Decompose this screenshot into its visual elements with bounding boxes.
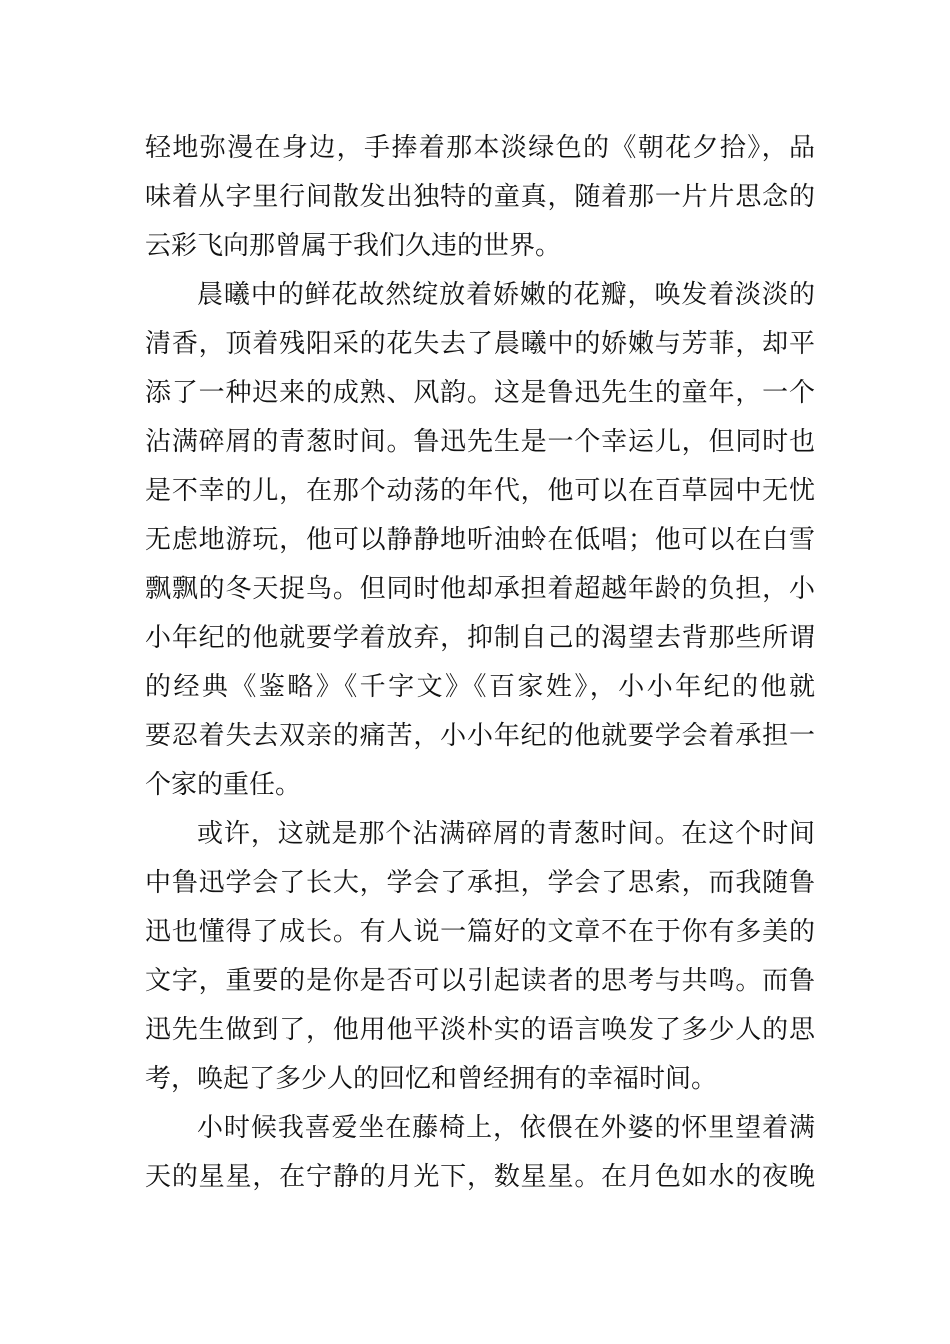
text-line: 迅也懂得了成长。有人说一篇好的文章不在于你有多美的 xyxy=(145,917,815,947)
text-line: 晨曦中的鲜花故然绽放着娇嫩的花瓣，唤发着淡淡的 xyxy=(197,280,815,310)
text-line: 飘飘的冬天捉鸟。但同时他却承担着超越年龄的负担，小 xyxy=(145,574,815,604)
text-line: 的经典《鉴略》《千字文》《百家姓》，小小年纪的他就 xyxy=(145,672,815,702)
text-line: 考，唤起了多少人的回忆和曾经拥有的幸福时间。 xyxy=(145,1064,718,1094)
text-line: 云彩飞向那曾属于我们久违的世界。 xyxy=(145,231,562,261)
text-line: 天的星星，在宁静的月光下，数星星。在月色如水的夜晚 xyxy=(145,1162,815,1192)
text-line: 个家的重任。 xyxy=(145,770,302,800)
text-line: 味着从字里行间散发出独特的童真，随着那一片片思念的 xyxy=(145,182,815,212)
text-line: 无虑地游玩，他可以静静地听油蛉在低唱；他可以在白雪 xyxy=(145,525,815,555)
text-line: 或许，这就是那个沾满碎屑的青葱时间。在这个时间 xyxy=(197,819,815,849)
text-line: 小时候我喜爱坐在藤椅上，依偎在外婆的怀里望着满 xyxy=(197,1113,815,1143)
text-line: 小年纪的他就要学着放弃，抑制自己的渴望去背那些所谓 xyxy=(145,623,815,653)
text-line: 添了一种迟来的成熟、风韵。这是鲁迅先生的童年，一个 xyxy=(145,378,815,408)
text-line: 文字，重要的是你是否可以引起读者的思考与共鸣。而鲁 xyxy=(145,966,815,996)
text-line: 中鲁迅学会了长大，学会了承担，学会了思索，而我随鲁 xyxy=(145,868,815,898)
text-line: 要忍着失去双亲的痛苦，小小年纪的他就要学会着承担一 xyxy=(145,721,815,751)
text-line: 是不幸的儿，在那个动荡的年代，他可以在百草园中无忧 xyxy=(145,476,815,506)
text-line: 清香，顶着残阳采的花失去了晨曦中的娇嫩与芳菲，却平 xyxy=(145,329,815,359)
text-line: 沾满碎屑的青葱时间。鲁迅先生是一个幸运儿，但同时也 xyxy=(145,427,815,457)
document-body xyxy=(145,124,815,1202)
text-line: 轻地弥漫在身边，手捧着那本淡绿色的《朝花夕拾》，品 xyxy=(145,133,815,163)
text-line: 迅先生做到了，他用他平淡朴实的语言唤发了多少人的思 xyxy=(145,1015,815,1045)
